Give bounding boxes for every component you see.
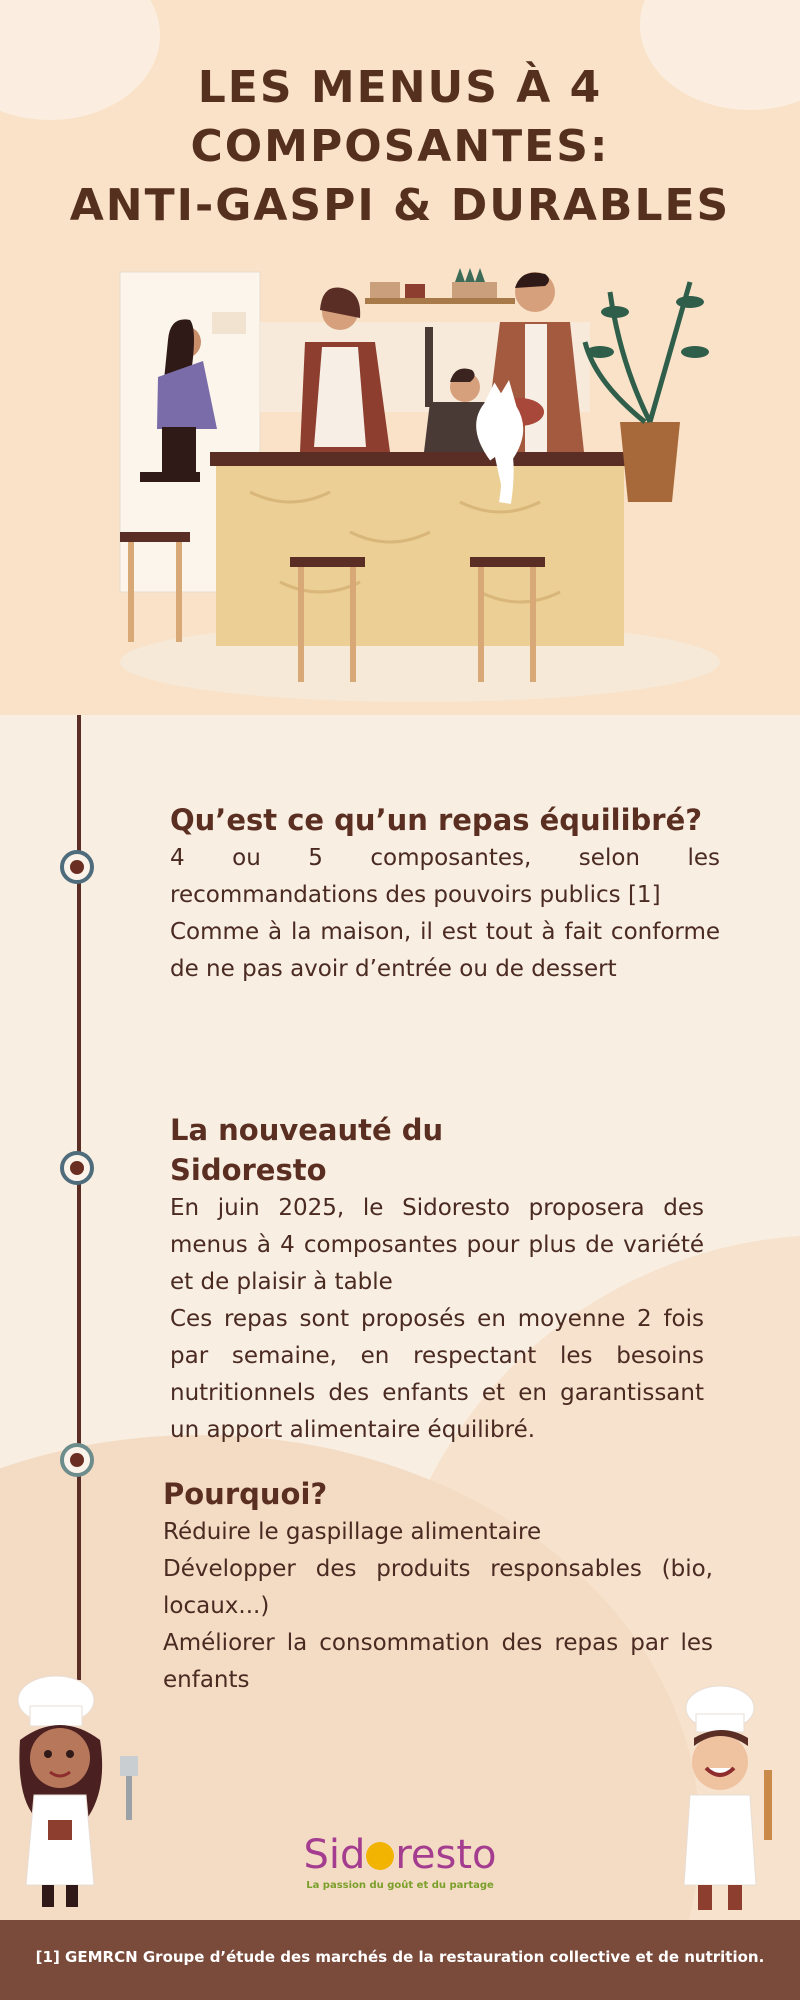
title-line: LES MENUS À 4 [197, 62, 603, 113]
section-paragraph: Ces repas sont proposés en moyenne 2 fois par semaine, en respectant les besoins nutritionnels des enfants et en garantissant un apport alimentaire équilibré. [170, 1306, 704, 1443]
timeline-marker [60, 850, 94, 884]
section-heading: Qu’est ce qu’un repas équilibré? [170, 803, 703, 837]
section-paragraph: Améliorer la consommation des repas par les enfants [163, 1630, 713, 1693]
section-balanced-meal [170, 800, 720, 988]
footnote: [1] GEMRCN Groupe d’étude des marchés de la restauration collective et de nutrition. [35, 1948, 765, 1966]
footer-bar [0, 1920, 800, 2000]
section-paragraph: Réduire le gaspillage alimentaire [163, 1519, 542, 1545]
title-line: ANTI-GASPI & DURABLES [69, 180, 731, 231]
logo-wordmark [260, 1832, 540, 1878]
orange-fruit-icon [366, 1842, 394, 1870]
chef-girl-illustration [8, 1670, 148, 1920]
section-paragraph: 4 ou 5 composantes, selon les recommandations des pouvoirs publics [1] [170, 845, 720, 908]
heading-line: Sidoresto [170, 1153, 327, 1187]
logo-tagline: La passion du goût et du partage [306, 1880, 494, 1891]
sidoresto-logo [260, 1832, 540, 1891]
section-heading [170, 1110, 704, 1190]
timeline-marker [60, 1151, 94, 1185]
family-kitchen-illustration [100, 262, 720, 702]
chef-boy-illustration [660, 1680, 790, 1920]
timeline-marker [60, 1443, 94, 1477]
section-why [163, 1474, 713, 1699]
title-line: COMPOSANTES: [190, 121, 610, 172]
section-sidoresto-news [170, 1110, 704, 1449]
section-paragraph: En juin 2025, le Sidoresto proposera des menus à 4 composantes pour plus de variété et de plaisir à table [170, 1195, 704, 1295]
section-paragraph: Développer des produits responsables (bio, locaux...) [163, 1556, 713, 1619]
section-heading: Pourquoi? [163, 1477, 328, 1511]
section-paragraph: Comme à la maison, il est tout à fait conforme de ne pas avoir d’entrée ou de dessert [170, 919, 720, 982]
logo-text: Sid [303, 1832, 366, 1878]
page-title [0, 58, 800, 235]
logo-text: resto [395, 1832, 497, 1878]
heading-line: La nouveauté du [170, 1113, 444, 1147]
